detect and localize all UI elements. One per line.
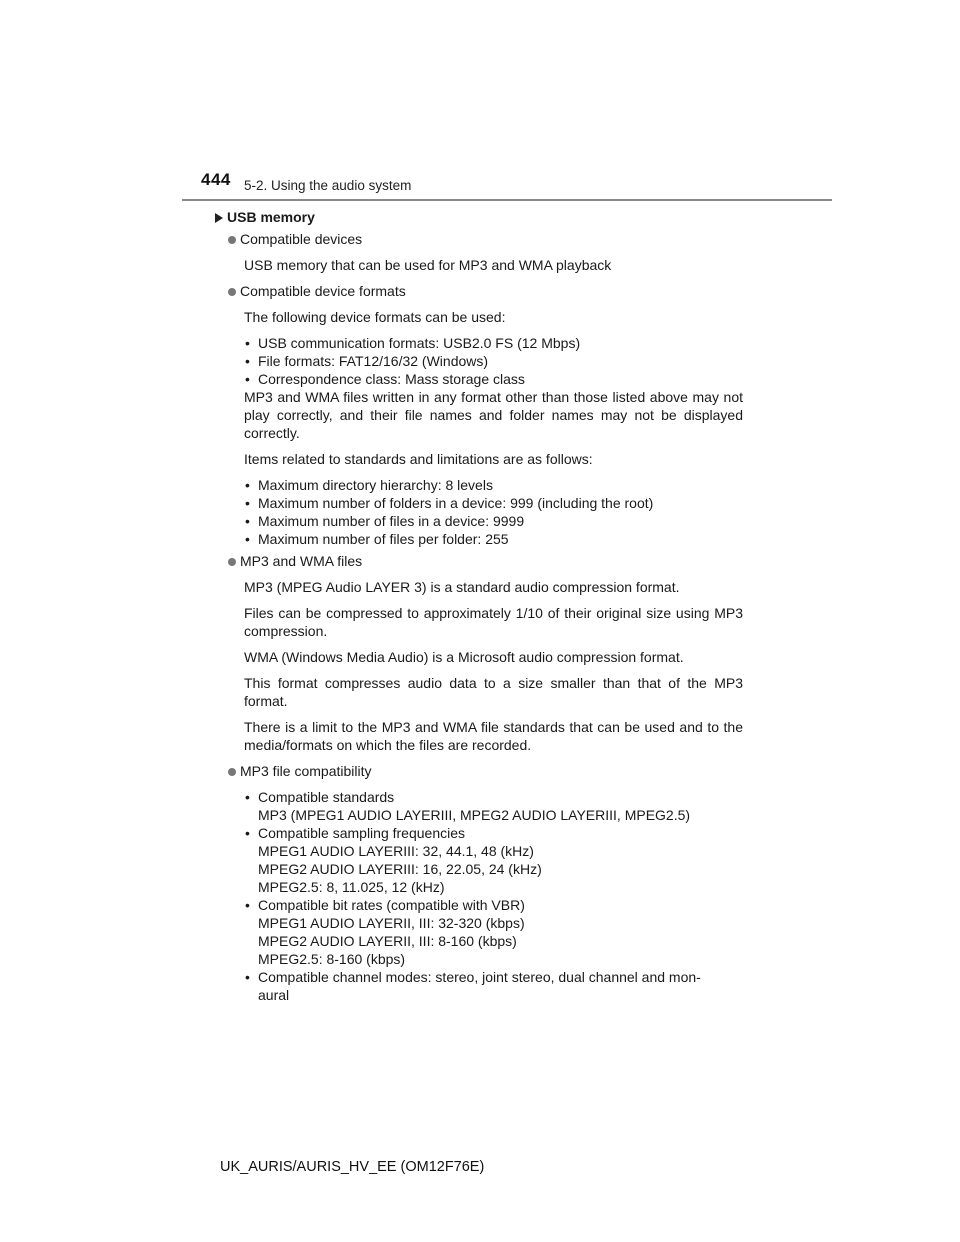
list-subitem: MP3 (MPEG1 AUDIO LAYERIII, MPEG2 AUDIO LAYERIII, MPEG2.5) (258, 807, 691, 823)
round-bullet-icon (228, 236, 236, 244)
square-bullet-icon (215, 213, 223, 223)
list-subitem: MPEG1 AUDIO LAYERII, III: 32-320 (kbps) (258, 915, 525, 931)
paragraph: This format compresses audio data to a size smaller than that of the MP3 format. (244, 675, 743, 709)
compat-devices-text: USB memory that can be used for MP3 and WMA playback (244, 257, 612, 273)
section-heading (215, 208, 743, 226)
format-list (244, 334, 743, 442)
list-item: • Maximum number of files in a device: 9999 (244, 512, 743, 530)
page-number: 444 (201, 170, 231, 189)
page-content (215, 208, 743, 1012)
list-subitem: MPEG2 AUDIO LAYERIII: 16, 22.05, 24 (kHz) (258, 861, 542, 877)
list-item: • Compatible channel modes: stereo, joint stereo, dual channel and mon- (244, 968, 743, 986)
round-bullet-icon (228, 768, 236, 776)
list-item: • Maximum number of folders in a device: 999 (including the root) (244, 494, 743, 512)
list-item: • Maximum directory hierarchy: 8 levels (244, 476, 743, 494)
footer-model-code: UK_AURIS/AURIS_HV_EE (OM12F76E) (220, 1159, 485, 1175)
list-item: • Compatible bit rates (compatible with VBR) (244, 896, 743, 914)
list-item: • Compatible standards (244, 788, 743, 806)
list-item: • File formats: FAT12/16/32 (Windows) (244, 352, 743, 370)
list-item: • USB communication formats: USB2.0 FS (12 Mbps) (244, 334, 743, 352)
list-item: • Maximum number of files per folder: 255 (244, 530, 743, 548)
round-bullet-icon (228, 288, 236, 296)
format-note: MP3 and WMA files written in any format other than those listed above may not play correctly, and their file names and folder names may not be displayed correctly. (244, 389, 743, 441)
list-subitem: MPEG2.5: 8-160 (kbps) (258, 951, 406, 967)
compat-formats-title (228, 282, 743, 300)
limits-list (244, 476, 743, 548)
list-subitem: aural (258, 987, 290, 1003)
bullet-label: Compatible devices (240, 231, 363, 247)
list-subitem: MPEG1 AUDIO LAYERIII: 32, 44.1, 48 (kHz) (258, 843, 534, 859)
list-item: • Compatible sampling frequencies (244, 824, 743, 842)
list-subitem: MPEG2.5: 8, 11.025, 12 (kHz) (258, 879, 445, 895)
mp3-wma-title (228, 552, 743, 570)
paragraph: Files can be compressed to approximately 1/10 of their original size using MP3 compression. (244, 605, 743, 639)
paragraph: There is a limit to the MP3 and WMA file standards that can be used and to the media/formats on which the files are recorded. (244, 719, 743, 753)
bullet-label: MP3 file compatibility (240, 763, 372, 779)
mp3-compat-list (244, 788, 743, 1004)
bullet-label: Compatible device formats (240, 283, 406, 299)
paragraph: WMA (Windows Media Audio) is a Microsoft audio compression format. (244, 649, 684, 665)
compat-devices-title (228, 230, 743, 248)
list-subitem: MPEG2 AUDIO LAYERII, III: 8-160 (kbps) (258, 933, 517, 949)
header-rule (182, 199, 832, 201)
limits-intro: Items related to standards and limitations are as follows: (244, 451, 593, 467)
bullet-label: MP3 and WMA files (240, 553, 363, 569)
section-heading-text: USB memory (227, 209, 315, 225)
round-bullet-icon (228, 558, 236, 566)
section-title: 5-2. Using the audio system (244, 178, 412, 193)
paragraph: MP3 (MPEG Audio LAYER 3) is a standard audio compression format. (244, 579, 680, 595)
compat-formats-intro: The following device formats can be used: (244, 309, 506, 325)
mp3-compat-title (228, 762, 743, 780)
list-item: • Correspondence class: Mass storage class (244, 370, 743, 388)
